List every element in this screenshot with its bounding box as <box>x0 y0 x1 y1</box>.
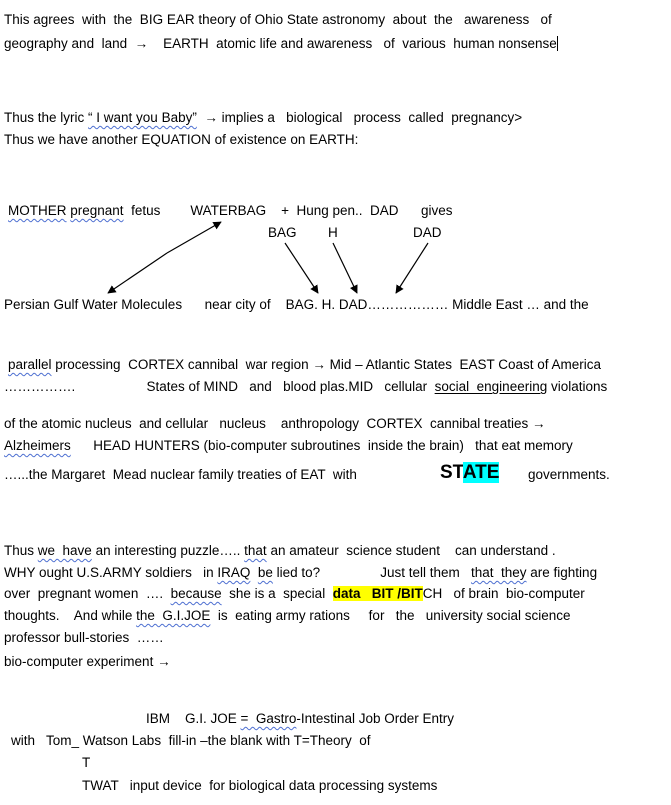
text-span: over pregnant women …. <box>4 586 171 601</box>
text-span: = Gastro <box>240 711 297 726</box>
text-line <box>4 585 585 603</box>
text-line: governments. <box>528 467 610 482</box>
state-word <box>440 460 499 486</box>
text-line: professor bull-stories …… <box>4 630 164 645</box>
text-span: HEAD HUNTERS (bio-computer subroutines inside the brain) that eat memory <box>70 438 573 453</box>
text-span: lied to? Just tell them <box>272 565 471 580</box>
text-span: that they <box>470 565 527 580</box>
text-span: Alzheimers <box>4 438 71 453</box>
text-line: with Tom_ Watson Labs fill-in –the blank with T=Theory of <box>11 733 371 748</box>
text-span: Thus the lyric <box>4 110 89 125</box>
text-line <box>4 378 607 396</box>
text-span: IRAQ <box>217 565 251 580</box>
h-label: H <box>328 225 338 240</box>
text-line <box>4 35 558 53</box>
text-span: violations <box>547 379 608 394</box>
text-span: IBM G.I. JOE <box>146 711 241 726</box>
text-span: the G.I.JOE <box>136 608 211 623</box>
dad-label: DAD <box>413 225 442 240</box>
text-line: This agrees with the BIG EAR theory of Ohio State astronomy about the awareness of <box>4 12 552 27</box>
text-span: social engineering <box>434 379 548 394</box>
text-span: of brain bio-computer <box>442 586 585 601</box>
arrow-line <box>396 243 428 293</box>
text-span: thoughts. And while <box>4 608 137 623</box>
arrow-line <box>285 243 318 293</box>
text-span: CH <box>422 586 443 601</box>
text-span: are fighting <box>526 565 598 580</box>
text-span: MOTHER <box>8 203 67 218</box>
text-line <box>4 564 597 582</box>
text-span <box>250 565 258 580</box>
text-line: Thus we have another EQUATION of existence on EARTH: <box>4 132 359 147</box>
text-line <box>4 109 522 127</box>
text-span: processing CORTEX cannibal war region → Mid – Atlantic States EAST Coast of America <box>51 357 602 372</box>
text-span: an amateur science student can understand . <box>266 543 556 558</box>
arrow-line <box>167 222 221 253</box>
text-span: parallel <box>8 357 52 372</box>
bag-label: BAG <box>268 225 297 240</box>
text-span: ……………. States of MIND and blood plas.MID cellular <box>4 379 435 394</box>
lyric-text: “ I want you Baby” <box>88 110 197 125</box>
text-span: an interesting puzzle….. <box>91 543 245 558</box>
text-line: …...the Margaret Mead nuclear family treaties of EAT with <box>4 467 357 482</box>
highlight-cyan: ATE <box>462 462 500 483</box>
text-line: T <box>82 755 91 770</box>
text-span: -Intestinal Job Order Entry <box>296 711 454 726</box>
text-span: is eating army rations for the university social science <box>210 608 571 623</box>
arrow-line <box>333 243 357 293</box>
text-span: Thus <box>4 543 38 558</box>
text-line: Persian Gulf Water Molecules near city of BAG. H. DAD……………… Middle East … and the <box>4 297 589 312</box>
text-span: be <box>257 565 273 580</box>
text-line <box>4 437 573 455</box>
text-line <box>146 710 454 728</box>
text-line <box>4 607 571 625</box>
text-span: fetus WATERBAG + Hung pen.. DAD gives <box>123 203 453 218</box>
text-line <box>4 542 556 560</box>
text-line: bio-computer experiment → <box>4 654 171 669</box>
text-span: that <box>244 543 267 558</box>
text-cursor <box>557 36 558 51</box>
arrow-line <box>108 253 167 293</box>
text-span: WHY ought U.S.ARMY soldiers in <box>4 565 218 580</box>
text-span: → implies a biological process called pregnancy> <box>196 110 523 125</box>
text-span: because <box>170 586 222 601</box>
text-line <box>8 356 601 374</box>
highlight-yellow: data BIT /BIT <box>332 586 423 601</box>
text-span: she is a special <box>221 586 333 601</box>
text-span: geography and land → EARTH atomic life and awareness of various human nonsense <box>4 36 557 51</box>
text-span: pregnant <box>70 203 124 218</box>
text-line: of the atomic nucleus and cellular nucleus anthropology CORTEX cannibal treaties → <box>4 416 546 431</box>
text-span: we have <box>37 543 92 558</box>
equation-line <box>8 202 453 220</box>
text-line: TWAT input device for biological data processing systems <box>82 778 438 793</box>
text-span: ST <box>440 462 463 483</box>
